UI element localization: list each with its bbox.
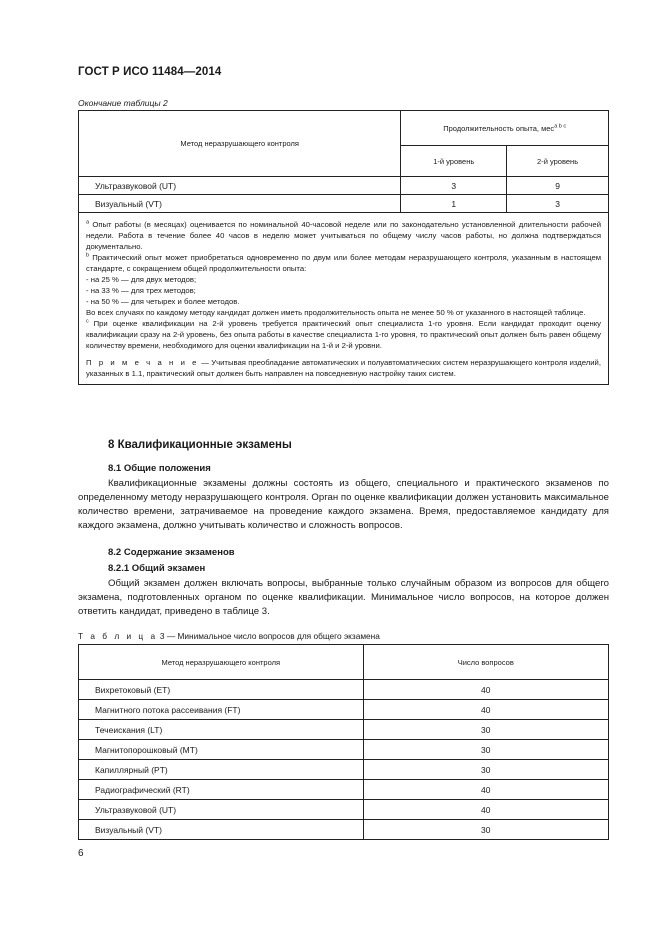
- table3-cell-method: Визуальный (VT): [79, 820, 364, 840]
- table3-header-method: Метод неразрушающего контроля: [79, 645, 364, 680]
- table3: [78, 644, 609, 840]
- section-8-2-heading: 8.2 Содержание экзаменов: [108, 547, 235, 558]
- footnote-c: $^c$ При оценке квалификации на 2-й уровень требуется практический опыт специалиста 1-го уровня. Если кандидат проходит оценку квалификации сразу на 2-й уровень, без опыта работы в качестве специалиста 1-го уровня, то практический опыт должен быть равен общему количеству времени, необходимого для оценки квалификации на 1-й и 2-й уровни.: [86, 318, 601, 350]
- table2-caption: Окончание таблицы 2: [78, 98, 168, 108]
- table3-cell-method: Магнитопорошковый (MT): [79, 740, 364, 760]
- table2-note: П р и м е ч а н и е — Учитывая преобладание автоматических и полуавтоматических систем неразрушающего контроля изделий, указанных в 1.1, практический опыт должен быть направлен на повседневную настройку таких систем.: [86, 358, 601, 378]
- table-row: [79, 720, 609, 740]
- table2-cell-method: Визуальный (VT): [79, 195, 401, 213]
- table2-footnotes: [79, 213, 609, 385]
- footnote-b-item: - на 50 % — для четырех и более методов.: [86, 297, 240, 306]
- footnote-b-item: - на 25 % — для двух методов;: [86, 275, 197, 284]
- table3-cell-count: 40: [363, 780, 608, 800]
- table-row: [79, 760, 609, 780]
- table3-caption: Т а б л и ц а 3 — Минимальное число вопросов для общего экзамена: [78, 631, 380, 641]
- table3-cell-method: Капиллярный (PT): [79, 760, 364, 780]
- section-8-1-heading: 8.1 Общие положения: [108, 463, 211, 474]
- table2-cell-level1: 3: [401, 177, 507, 195]
- table-row: [79, 700, 609, 720]
- section-8-2-1-text: Общий экзамен должен включать вопросы, выбранные только случайным образом из вопросов для общего экзамена, подготовленных органом по оценке квалификации. Минимальное число вопросов, на которое должен ответить кандидат, приведено в таблице 3.: [78, 578, 609, 617]
- table2-cell-level2: 9: [507, 177, 609, 195]
- table2-header-level2: 2-й уровень: [507, 146, 609, 177]
- table3-cell-count: 40: [363, 700, 608, 720]
- table2-header-experience: Продолжительность опыта, мес$^{a b c}$: [401, 111, 609, 146]
- table-row: [79, 195, 609, 213]
- section-8-1-text: Квалификационные экзамены должны состоять из общего, специального и практического экзаменов по определенному методу неразрушающего контроля. Орган по оценке квалификации должен установить максимальное количество времени, затрачиваемое на проведение каждого экзамена. Время, предоставляемое кандидату для каждого экзамена, должно учитывать количество и сложность вопросов.: [78, 478, 609, 531]
- table3-cell-count: 40: [363, 800, 608, 820]
- table3-cell-method: Радиографический (RT): [79, 780, 364, 800]
- table2-cell-level1: 1: [401, 195, 507, 213]
- table-row: [79, 680, 609, 700]
- table3-cell-count: 30: [363, 820, 608, 840]
- table2-cell-level2: 3: [507, 195, 609, 213]
- table2-cell-method: Ультразвуковой (UT): [79, 177, 401, 195]
- footnote-b-item: - на 33 % — для трех методов;: [86, 286, 196, 295]
- table2: [78, 110, 609, 385]
- table2-header-level1: 1-й уровень: [401, 146, 507, 177]
- section-8-2-1-heading: 8.2.1 Общий экзамен: [108, 563, 206, 574]
- table-row: [79, 177, 609, 195]
- footnote-b: $^b$ Практический опыт может приобретаться одновременно по двум или более методам неразрушающего контроля, указанным в настоящем стандарте, с сокращением общей продолжительности опыта:: [86, 252, 602, 273]
- table3-cell-count: 30: [363, 760, 608, 780]
- table3-cell-method: Течеискания (LT): [79, 720, 364, 740]
- footnote-b-tail: Во всех случаях по каждому методу кандидат должен иметь продолжительность опыта не менее 50 % от указанного в настоящей таблице.: [86, 308, 586, 317]
- table3-header-count: Число вопросов: [363, 645, 608, 680]
- table3-cell-method: Магнитного потока рассеивания (FT): [79, 700, 364, 720]
- table3-cell-count: 30: [363, 720, 608, 740]
- table2-header-method: Метод неразрушающего контроля: [79, 111, 401, 177]
- table-row: [79, 780, 609, 800]
- footnote-a: $^a$ Опыт работы (в месяцах) оценивается по номинальной 40-часовой неделе или по законодательно установленной длительности рабочей недели. Работа в течение более 40 часов в неделю может учитываться по общему числу часов работы, но должна подтверждаться документально.: [86, 219, 602, 251]
- table3-cell-method: Ультразвуковой (UT): [79, 800, 364, 820]
- table-row: [79, 800, 609, 820]
- table3-cell-method: Вихретоковый (ET): [79, 680, 364, 700]
- table3-cell-count: 30: [363, 740, 608, 760]
- table-row: [79, 740, 609, 760]
- section-8-heading: 8 Квалификационные экзамены: [108, 439, 292, 451]
- document-header: ГОСТ Р ИСО 11484—2014: [78, 66, 222, 78]
- table3-cell-count: 40: [363, 680, 608, 700]
- page-number: 6: [78, 848, 84, 859]
- table-row: [79, 820, 609, 840]
